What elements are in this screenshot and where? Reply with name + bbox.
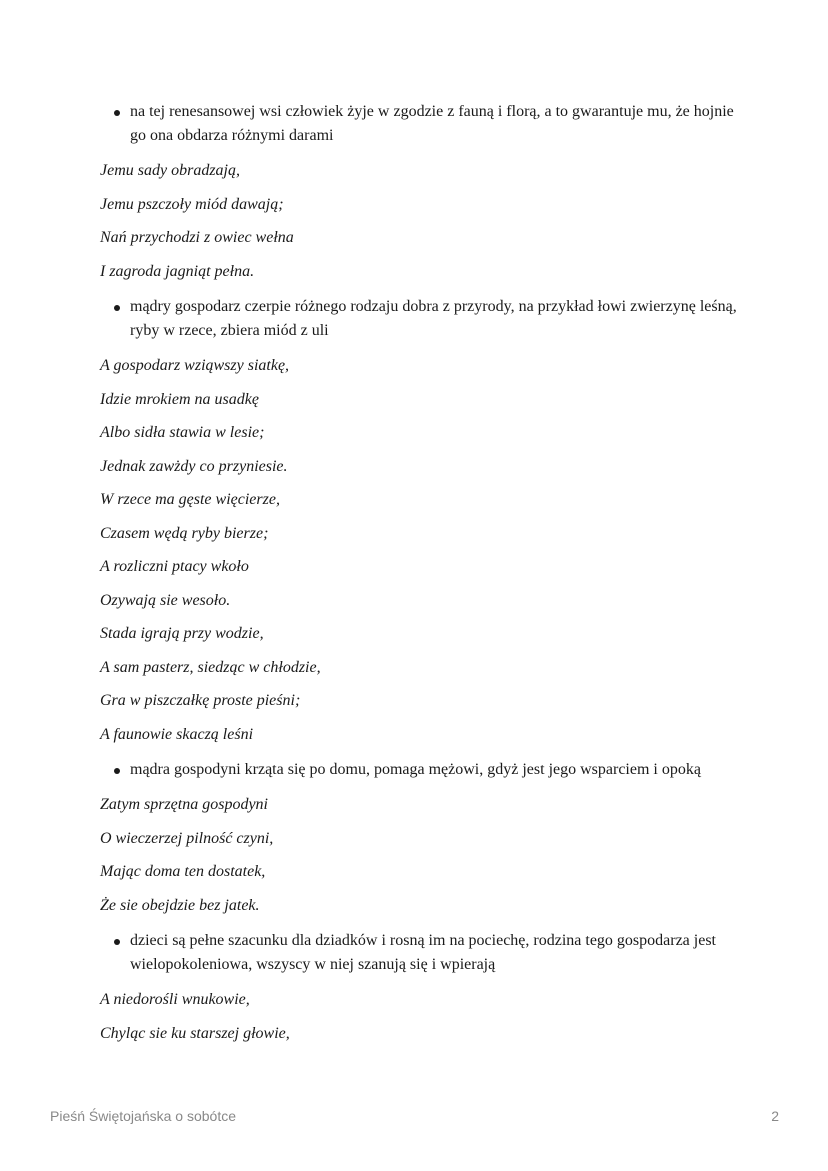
verse-line: Zatym sprzętna gospodyni <box>100 796 268 813</box>
bullet-dot-icon <box>114 305 120 311</box>
footer-page-number: 2 <box>771 1108 779 1124</box>
bullet-item <box>100 758 740 782</box>
document-body <box>100 100 740 1057</box>
verse-line: Jemu sady obradzają, <box>100 162 240 179</box>
verse-line: A sam pasterz, siedząc w chłodzie, <box>100 658 321 676</box>
verse-line: A gospodarz wziąwszy siatkę, <box>100 357 290 374</box>
bullet-dot-icon <box>114 110 120 116</box>
verse-line: Albo sidła stawia w lesie; <box>100 424 265 441</box>
verse-line: Chyląc sie ku starszej głowie, <box>100 1024 290 1042</box>
verse-line: Jemu pszczoły miód dawają; <box>100 195 284 213</box>
verse-line: W rzece ma gęste więcierze, <box>100 491 280 508</box>
bullet-item <box>100 929 740 977</box>
verse-line: A rozliczni ptacy wkoło <box>100 558 249 575</box>
bullet-item <box>100 100 740 148</box>
verse-line: O wieczerzej pilność czyni, <box>100 829 274 847</box>
bullet-text: dzieci są pełne szacunku dla dziadków i rosną im na pociechę, rodzina tego gospodarza jest wielopokoleniowa, wszyscy w niej szanują się i wpierają <box>130 932 716 973</box>
verse-line: A niedorośli wnukowie, <box>100 991 250 1008</box>
verse-line: Gra w piszczałkę proste pieśni; <box>100 692 301 709</box>
verse-line: Nań przychodzi z owiec wełna <box>100 229 294 246</box>
bullet-dot-icon <box>114 939 120 945</box>
verse-line: Stada igrają przy wodzie, <box>100 625 264 642</box>
verse-line: Mając doma ten dostatek, <box>100 863 266 880</box>
verse-line: Że sie obejdzie bez jatek. <box>100 896 260 914</box>
verse-line: I zagroda jagniąt pełna. <box>100 262 255 280</box>
verse-line: Czasem wędą ryby bierze; <box>100 524 269 542</box>
bullet-text: mądry gospodarz czerpie różnego rodzaju dobra z przyrody, na przykład łowi zwierzynę leśną, ryby w rzece, zbiera miód z uli <box>130 298 737 339</box>
bullet-text: mądra gospodyni krząta się po domu, pomaga mężowi, gdyż jest jego wsparciem i opoką <box>130 761 701 778</box>
footer-document-title: Pieśń Świętojańska o sobótce <box>50 1108 236 1124</box>
verse-line: Ozywają sie wesoło. <box>100 591 231 609</box>
verse-line: Jednak zawżdy co przyniesie. <box>100 457 288 475</box>
verse-line: Idzie mrokiem na usadkę <box>100 390 259 408</box>
verse-line: A faunowie skaczą leśni <box>100 725 254 743</box>
bullet-dot-icon <box>114 768 120 774</box>
bullet-text: na tej renesansowej wsi człowiek żyje w zgodzie z fauną i florą, a to gwarantuje mu, że hojnie go ona obdarza różnymi darami <box>130 103 734 144</box>
bullet-item <box>100 295 740 343</box>
